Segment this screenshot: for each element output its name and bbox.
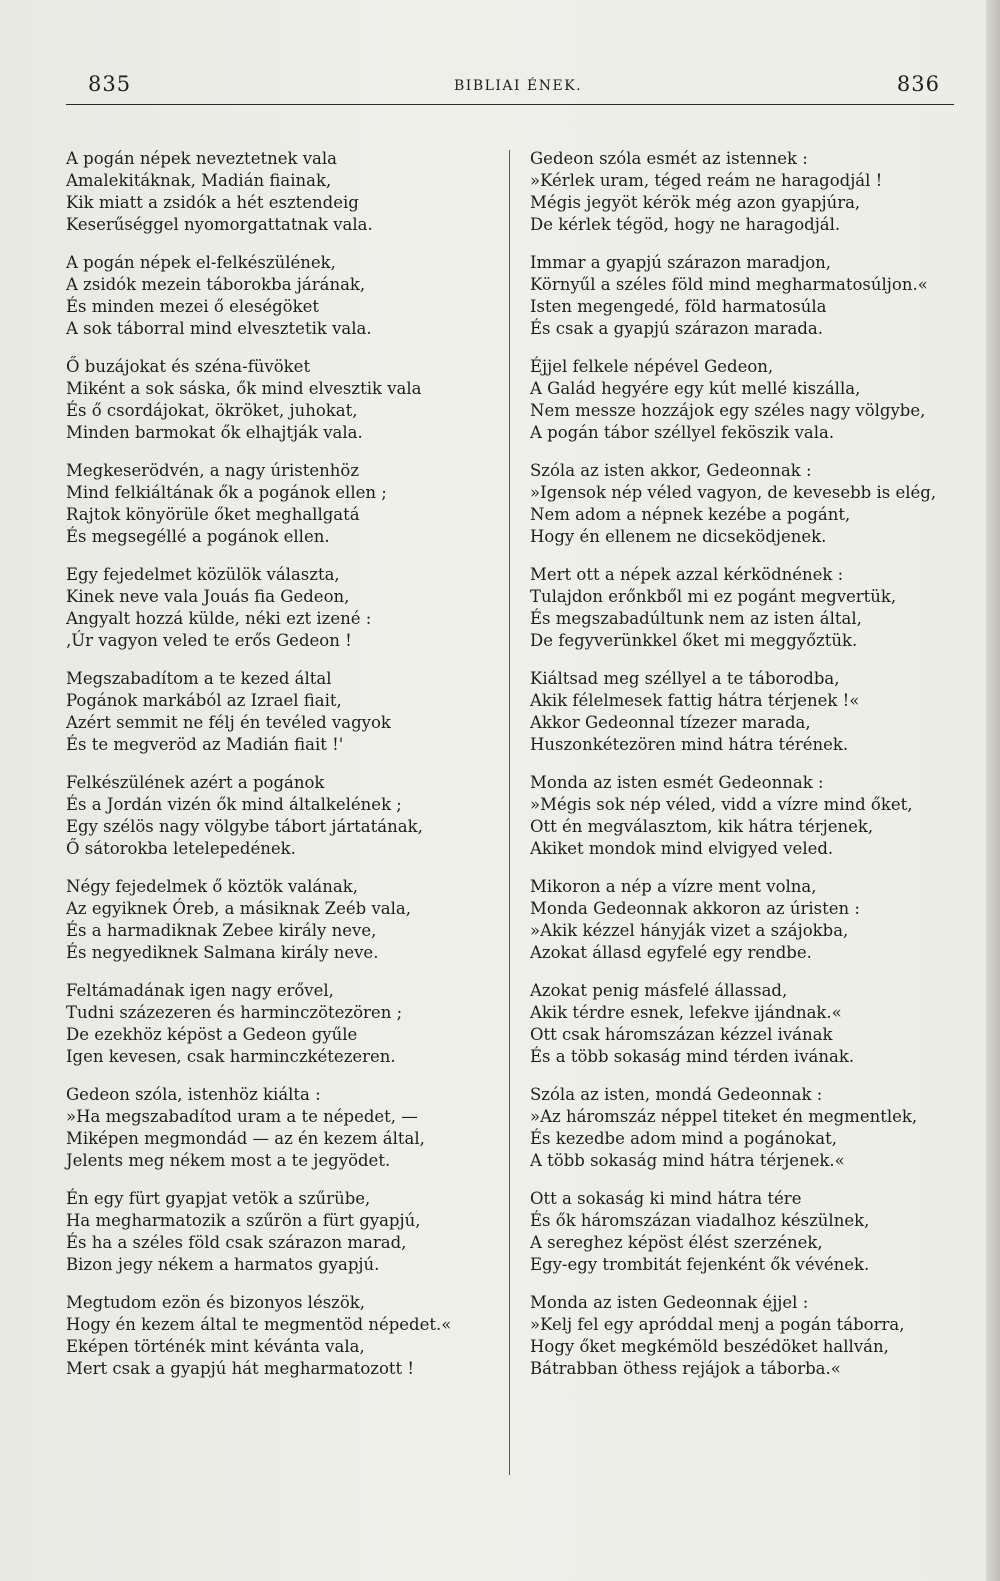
verse-line: Akiket mondok mind elvigyed veled. [530,839,834,858]
verse-line: A több sokaság mind hátra térjenek.« [530,1151,845,1170]
verse-line: Hogy én ellenem ne dicseködjenek. [530,527,827,546]
verse-line: És te megveröd az Madián fiait !' [66,735,344,754]
verse-line: »Akik kézzel hányják vizet a szájokba, [530,921,849,940]
verse-line: Felkészülének azért a pogánok [66,773,325,792]
verse-line: Monda Gedeonnak akkoron az úristen : [530,899,860,918]
verse-line: Isten megengedé, föld harmatosúla [530,297,827,316]
verse-line: Huszonkétezören mind hátra térének. [530,735,849,754]
verse-line: A pogán népek neveztetnek vala [66,149,337,168]
verse-line: Mégis jegyöt kérök még azon gyapjúra, [530,193,861,212]
verse-line: És ha a széles föld csak szárazon marad, [66,1233,407,1252]
verse-line: Immar a gyapjú szárazon maradjon, [530,253,832,272]
verse-line: És a több sokaság mind térden ivának. [530,1047,855,1066]
verse-line: És ő csordájokat, ökröket, juhokat, [66,401,358,420]
stanza [530,460,950,548]
verse-line: Bizon jegy nékem a harmatos gyapjú. [66,1255,380,1274]
stanza [530,1188,950,1276]
verse-line: Ott csak háromszázan kézzel ivának [530,1025,833,1044]
verse-line: Nem messze hozzájok egy széles nagy völgybe, [530,401,926,420]
verse-line: »Az háromszáz néppel titeket én megmentlek, [530,1107,918,1126]
verse-line: »Igensok nép véled vagyon, de kevesebb is elég, [530,483,937,502]
verse-line: Akik félelmesek fattig hátra térjenek !« [530,691,860,710]
verse-line: Mikoron a nép a vízre ment volna, [530,877,817,896]
verse-line: De ezekhöz képöst a Gedeon gyűle [66,1025,358,1044]
verse-line: Feltámadának igen nagy erővel, [66,981,334,1000]
verse-line: Miképen megmondád — az én kezem által, [66,1129,425,1148]
stanza [530,252,950,340]
verse-line: Azokat penig másfelé állassad, [530,981,788,1000]
stanza [530,1084,950,1172]
verse-line: Akkor Gedeonnal tízezer marada, [530,713,811,732]
stanza [66,668,502,756]
verse-line: És megsegéllé a pogánok ellen. [66,527,330,546]
verse-line: »Mégis sok nép véled, vidd a vízre mind őket, [530,795,913,814]
stanza [66,1292,502,1380]
verse-line: Mind felkiáltának ők a pogánok ellen ; [66,483,387,502]
verse-line: A sereghez képöst élést szerzének, [530,1233,823,1252]
verse-line: A zsidók mezein táborokba járának, [66,275,366,294]
left-page-number: 835 [88,72,132,96]
verse-line: A pogán tábor széllyel feköszik vala. [530,423,835,442]
page-header [88,72,948,102]
verse-line: Ott én megválasztom, kik hátra térjenek, [530,817,874,836]
verse-line: És a harmadiknak Zebee király neve, [66,921,377,940]
verse-line: Egy-egy trombitát fejenként ők vévének. [530,1255,870,1274]
verse-line: A pogán népek el-felkészülének, [66,253,336,272]
verse-line: Amalekitáknak, Madián fiainak, [66,171,332,190]
running-title: BIBLIAI ÉNEK. [454,78,583,94]
verse-line: Gedeon szóla esmét az istennek : [530,149,808,168]
stanza [530,1292,950,1380]
stanza [66,1084,502,1172]
verse-line: Gedeon szóla, istenhöz kiálta : [66,1085,321,1104]
verse-line: Mert ott a népek azzal kérködnének : [530,565,844,584]
header-rule [66,104,954,105]
verse-line: Az egyiknek Óreb, a másiknak Zeéb vala, [66,899,411,918]
verse-line: De kérlek tégöd, hogy ne haragodjál. [530,215,841,234]
stanza [66,148,502,236]
verse-line: Megkeserödvén, a nagy úristenhöz [66,461,360,480]
stanza [66,1188,502,1276]
left-column [66,148,502,1396]
verse-line: Pogánok markából az Izrael fiait, [66,691,342,710]
verse-line: Szóla az isten, mondá Gedeonnak : [530,1085,823,1104]
verse-line: Ha megharmatozik a szűrön a fürt gyapjú, [66,1211,421,1230]
verse-line: Miként a sok sáska, ők mind elvesztik vala [66,379,422,398]
stanza [530,772,950,860]
stanza [530,668,950,756]
verse-line: Én egy fürt gyapjat vetök a szűrübe, [66,1189,371,1208]
stanza [66,460,502,548]
verse-line: És kezedbe adom mind a pogánokat, [530,1129,837,1148]
verse-line: Környűl a széles föld mind megharmatosúljon.« [530,275,928,294]
verse-line: De fegyverünkkel őket mi meggyőztük. [530,631,858,650]
stanza [66,564,502,652]
verse-line: ‚Úr vagyon veled te erős Gedeon ! [66,631,352,650]
verse-line: Mert csak a gyapjú hát megharmatozott ! [66,1359,415,1378]
verse-line: Éjjel felkele népével Gedeon, [530,357,774,376]
verse-line: Minden barmokat ők elhajtják vala. [66,423,363,442]
verse-line: És minden mezei ő eleségöket [66,297,320,316]
verse-line: Ott a sokaság ki mind hátra tére [530,1189,802,1208]
verse-line: Monda az isten esmét Gedeonnak : [530,773,824,792]
verse-line: Megtudom ezön és bizonyos lészök, [66,1293,366,1312]
verse-line: Hogy én kezem által te megmentöd népedet.« [66,1315,452,1334]
verse-line: Ő sátorokba letelepedének. [66,839,296,858]
verse-line: Egy szélös nagy völgybe tábort jártatának, [66,817,423,836]
verse-line: Azért semmit ne félj én tevéled vagyok [66,713,391,732]
column-divider [509,150,510,1475]
page-edge-shadow [986,0,1000,1581]
stanza [530,148,950,236]
verse-line: A Galád hegyére egy kút mellé kiszálla, [530,379,861,398]
stanza [530,564,950,652]
verse-line: Megszabadítom a te kezed által [66,669,332,688]
verse-line: És megszabadúltunk nem az isten által, [530,609,862,628]
verse-line: Kik miatt a zsidók a hét esztendeig [66,193,359,212]
verse-line: Négy fejedelmek ő köztök valának, [66,877,358,896]
verse-line: Egy fejedelmet közülök választa, [66,565,340,584]
verse-line: A sok táborral mind elvesztetik vala. [66,319,372,338]
verse-line: Rajtok könyörüle őket meghallgatá [66,505,360,524]
verse-line: Tudni százezeren és harminczötezören ; [66,1003,403,1022]
verse-line: Eképen történék mint kévánta vala, [66,1337,365,1356]
verse-line: Kinek neve vala Jouás fia Gedeon, [66,587,350,606]
verse-line: És csak a gyapjú szárazon marada. [530,319,823,338]
stanza [530,356,950,444]
verse-line: Hogy őket megkémöld beszédöket hallván, [530,1337,889,1356]
right-column [530,148,950,1396]
verse-line: Kiáltsad meg széllyel a te táborodba, [530,669,840,688]
verse-line: Monda az isten Gedeonnak éjjel : [530,1293,809,1312]
verse-line: »Ha megszabadítod uram a te népedet, — [66,1107,418,1126]
verse-line: Jelents meg nékem most a te jegyödet. [66,1151,391,1170]
verse-line: És negyediknek Salmana király neve. [66,943,379,962]
verse-line: Tulajdon erőnkből mi ez pogánt megvertük, [530,587,897,606]
verse-line: És ők háromszázan viadalhoz készülnek, [530,1211,870,1230]
right-page-number: 836 [896,72,940,96]
verse-line: Angyalt hozzá külde, néki ezt izené : [66,609,372,628]
stanza [530,980,950,1068]
verse-line: »Kérlek uram, téged reám ne haragodjál ! [530,171,883,190]
stanza [66,252,502,340]
verse-line: Szóla az isten akkor, Gedeonnak : [530,461,812,480]
verse-line: Keserűséggel nyomorgattatnak vala. [66,215,373,234]
stanza [530,876,950,964]
verse-line: »Kelj fel egy apróddal menj a pogán táborra, [530,1315,905,1334]
stanza [66,356,502,444]
verse-line: Bátrabban öthess rejájok a táborba.« [530,1359,841,1378]
stanza [66,980,502,1068]
verse-line: Nem adom a népnek kezébe a pogánt, [530,505,851,524]
stanza [66,772,502,860]
verse-line: Akik térdre esnek, lefekve ijándnak.« [530,1003,842,1022]
verse-line: Igen kevesen, csak harminczkétezeren. [66,1047,396,1066]
verse-line: Azokat állasd egyfelé egy rendbe. [530,943,812,962]
stanza [66,876,502,964]
verse-line: És a Jordán vizén ők mind általkelének ; [66,795,402,814]
verse-line: Ő buzájokat és széna-füvöket [66,357,311,376]
